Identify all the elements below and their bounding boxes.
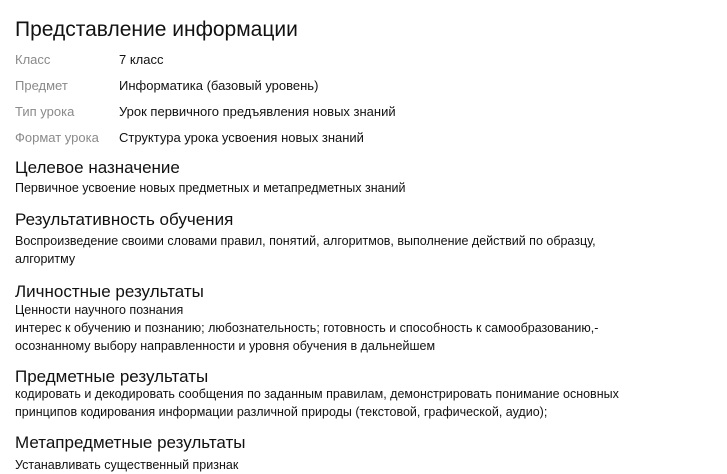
meta-label: Тип урока [15, 104, 75, 119]
meta-label: Класс [15, 52, 51, 67]
section-line: алгоритму [15, 252, 76, 266]
section-line: Ценности научного познания [15, 303, 184, 317]
section-heading-personal: Личностные результаты [15, 282, 204, 301]
section-line: Воспроизведение своими словами правил, понятий, алгоритмов, выполнение действий по образцу, [15, 234, 596, 248]
section-text-personal [15, 301, 719, 355]
meta-row-lesson-format [15, 128, 715, 148]
section-heading-target: Целевое назначение [15, 158, 180, 177]
meta-row-class [15, 50, 715, 70]
section-line: Устанавливать существенный признак [15, 458, 239, 472]
meta-value: 7 класс [119, 52, 164, 67]
meta-label: Формат урока [15, 130, 99, 145]
meta-value: Структура урока усвоения новых знаний [119, 130, 364, 145]
section-line: Первичное усвоение новых предметных и метапредметных знаний [15, 181, 406, 195]
section-heading-subject: Предметные результаты [15, 367, 209, 386]
meta-value: Урок первичного предъявления новых знаний [119, 104, 396, 119]
meta-label: Предмет [15, 78, 68, 93]
page-title: Представление информации [15, 18, 298, 41]
section-heading-effectiveness: Результативность обучения [15, 210, 234, 229]
section-text-target [15, 179, 719, 197]
section-text-effectiveness [15, 232, 719, 268]
section-heading-metasubject: Метапредметные результаты [15, 433, 246, 452]
section-line: принципов кодирования информации различной природы (текстовой, графической, аудио); [15, 405, 548, 419]
meta-row-subject [15, 76, 715, 96]
section-line: осознанному выбору направленности и уровня обучения в дальнейшем [15, 339, 436, 353]
section-line: интерес к обучению и познанию; любознательность; готовность и способность к самообразованию,- [15, 321, 599, 335]
section-line: кодировать и декодировать сообщения по заданным правилам, демонстрировать понимание основных [15, 387, 619, 401]
meta-row-lesson-type [15, 102, 715, 122]
meta-value: Информатика (базовый уровень) [119, 78, 319, 93]
section-text-metasubject [15, 456, 315, 472]
section-text-subject [15, 385, 719, 421]
